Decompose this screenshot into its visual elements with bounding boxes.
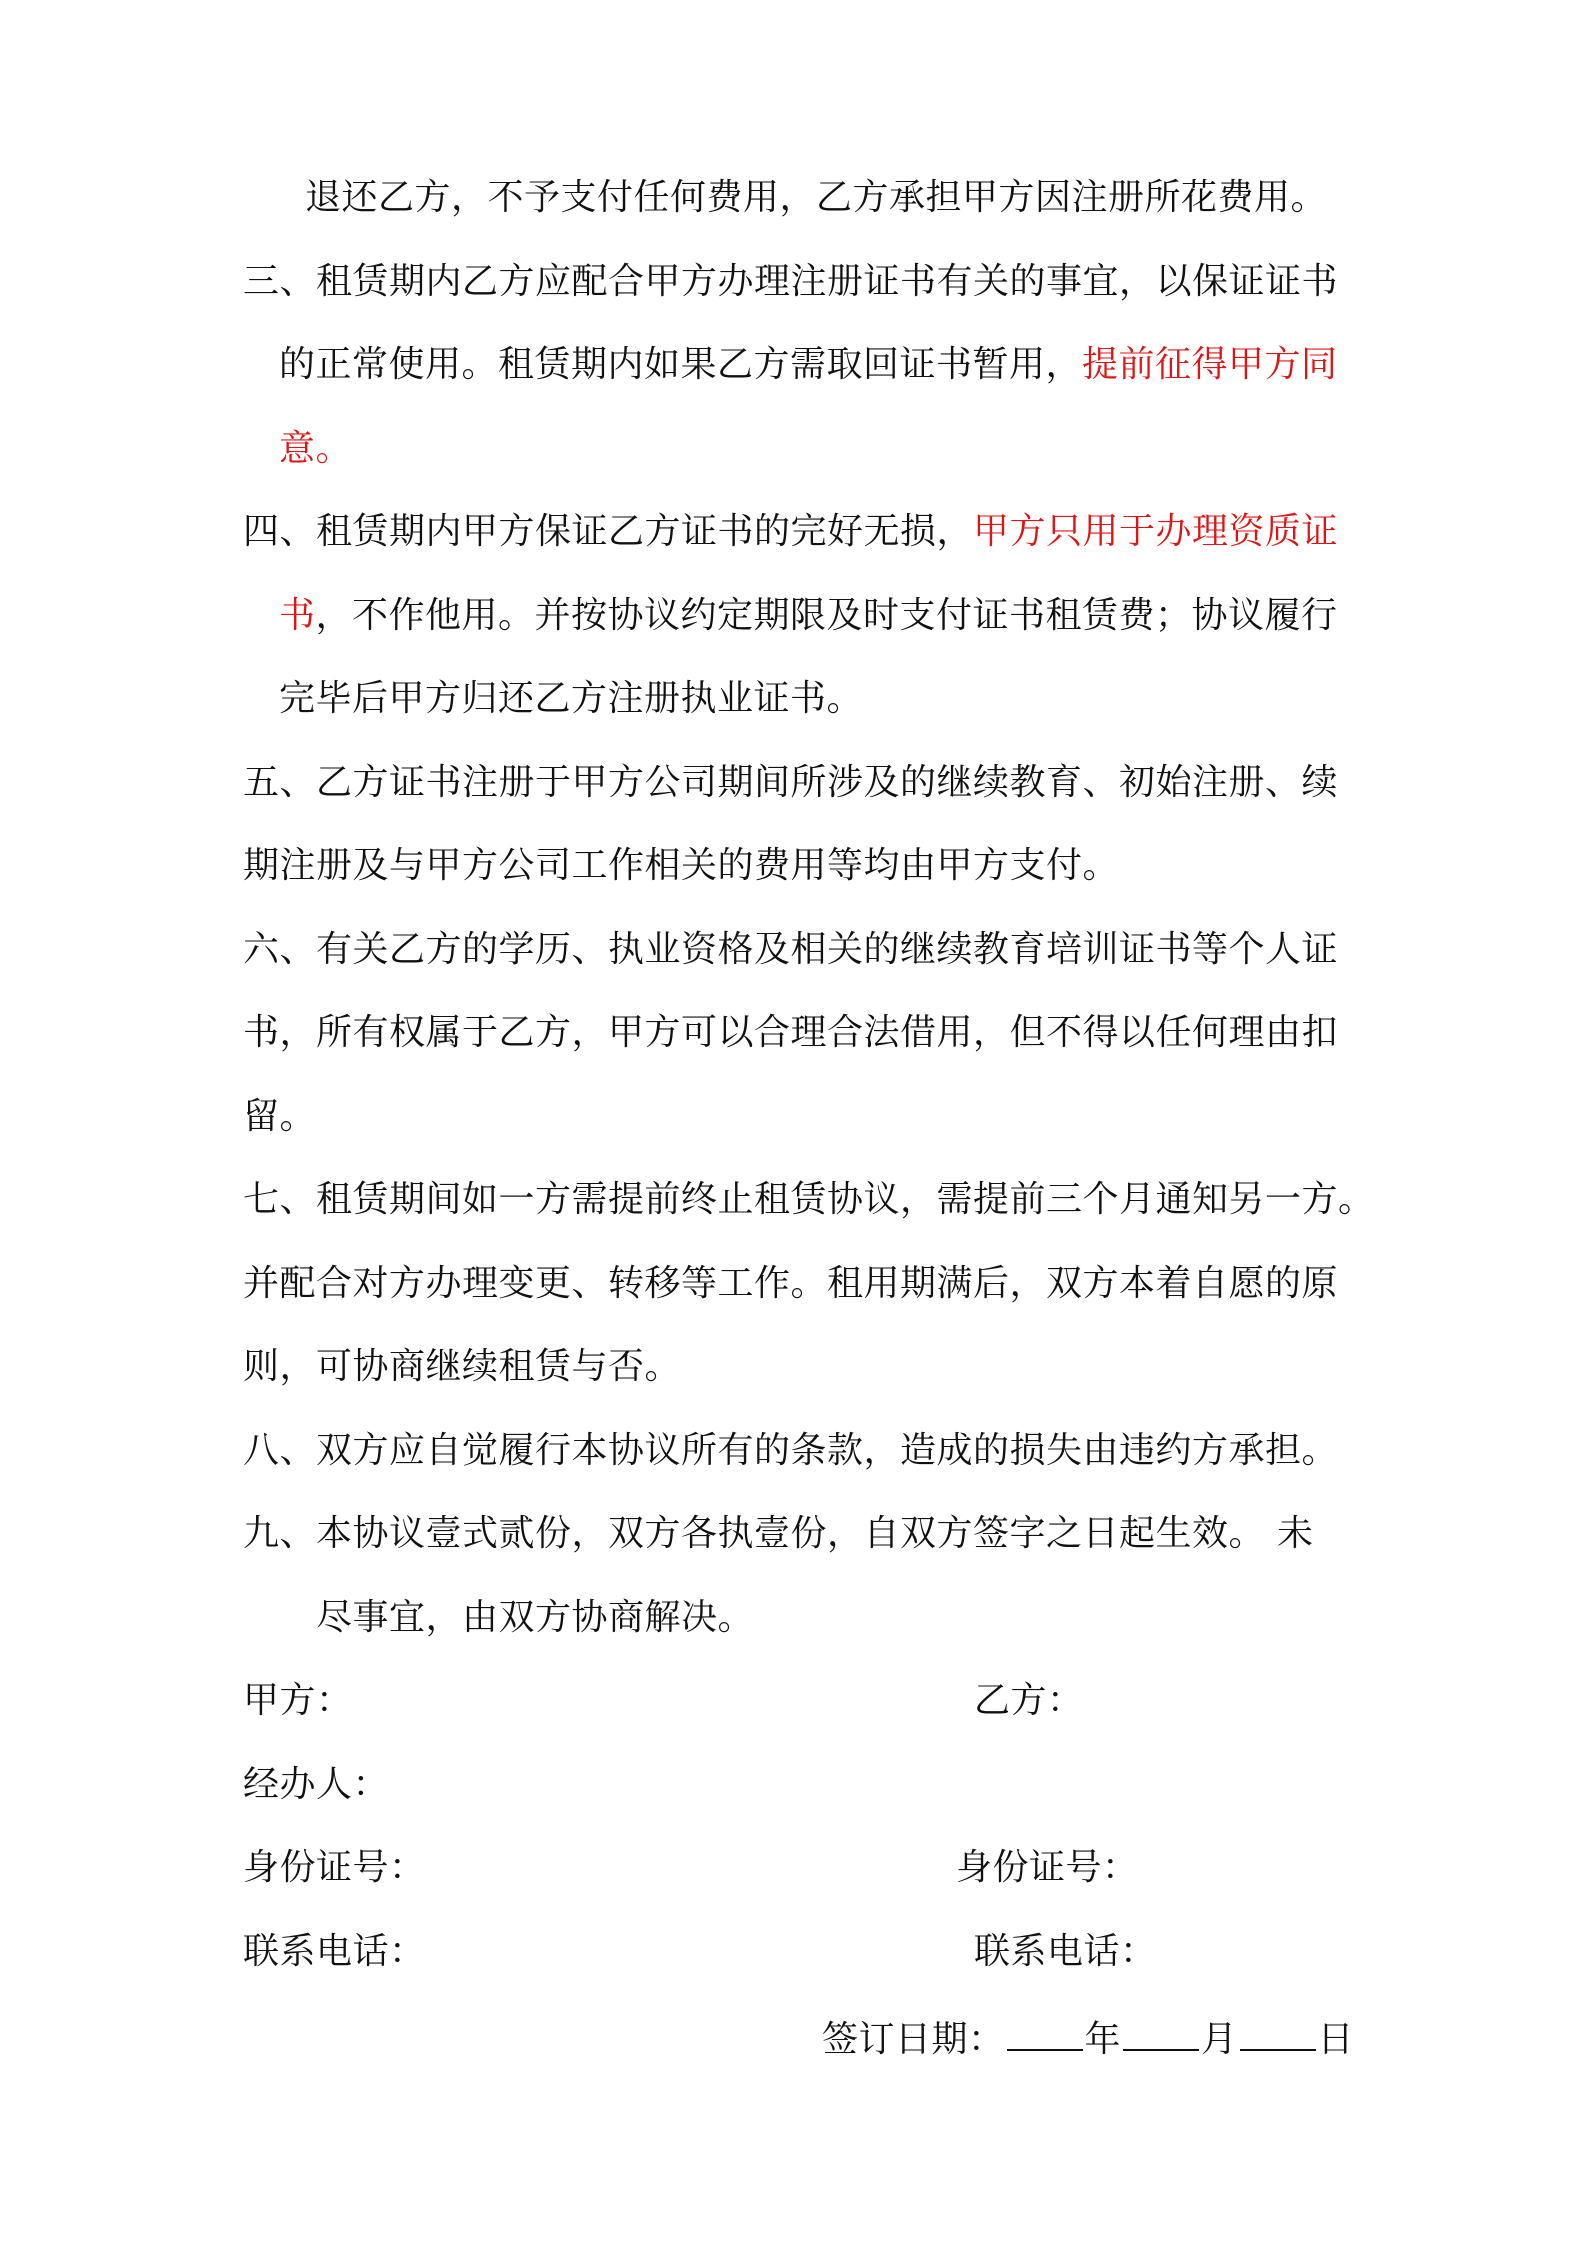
signing-date-label: 签订日期： bbox=[822, 2019, 1005, 2060]
clause-6-line-2: 书，所有权属于乙方，甲方可以合理合法借用，但不得以任何理由扣 bbox=[243, 1012, 1339, 1053]
year-blank bbox=[1007, 2013, 1083, 2051]
clause-4-line-3: 完毕后甲方归还乙方注册执业证书。 bbox=[279, 678, 864, 719]
clause-3-line-1: 三、租赁期内乙方应配合甲方办理注册证书有关的事宜，以保证证书 bbox=[243, 261, 1339, 302]
month-blank bbox=[1123, 2013, 1199, 2051]
party-a-label: 甲方： bbox=[243, 1680, 353, 1721]
id-number-a-label: 身份证号： bbox=[243, 1847, 426, 1888]
clause-6-line-1: 六、有关乙方的学历、执业资格及相关的继续教育培训证书等个人证 bbox=[243, 929, 1339, 970]
phone-a-label: 联系电话： bbox=[243, 1931, 426, 1972]
clause-5-line-1: 五、乙方证书注册于甲方公司期间所涉及的继续教育、初始注册、续 bbox=[243, 762, 1339, 803]
year-label: 年 bbox=[1084, 2019, 1122, 2060]
day-blank bbox=[1240, 2013, 1316, 2051]
clause-3-highlight: 提前征得甲方同 bbox=[1082, 344, 1338, 385]
clause-3-text: 的正常使用。租赁期内如果乙方需取回证书暂用， bbox=[279, 344, 1083, 385]
clause-2-tail: 退还乙方，不予支付任何费用，乙方承担甲方因注册所花费用。 bbox=[305, 177, 1328, 218]
clause-7-line-3: 则，可协商继续租赁与否。 bbox=[243, 1346, 682, 1387]
clause-5-line-2: 期注册及与甲方公司工作相关的费用等均由甲方支付。 bbox=[243, 845, 1120, 886]
clause-4-line-2 bbox=[279, 594, 1338, 638]
clause-9-line-2: 尽事宜，由双方协商解决。 bbox=[316, 1597, 755, 1638]
party-b-label: 乙方： bbox=[974, 1680, 1084, 1721]
signing-date bbox=[822, 2013, 1354, 2062]
clause-4-text: 四、租赁期内甲方保证乙方证书的完好无损， bbox=[243, 511, 974, 552]
clause-3-line-3: 意。 bbox=[279, 428, 353, 469]
day-label: 日 bbox=[1317, 2019, 1355, 2060]
clause-6-line-3: 留。 bbox=[243, 1096, 317, 1137]
clause-4-line-1 bbox=[243, 510, 1338, 554]
clause-4-text-2: ，不作他用。并按协议约定期限及时支付证书租赁费；协议履行 bbox=[315, 595, 1338, 636]
clause-4-highlight: 甲方只用于办理资质证 bbox=[973, 511, 1339, 552]
clause-8-line-1: 八、双方应自觉履行本协议所有的条款，造成的损失由违约方承担。 bbox=[243, 1430, 1339, 1471]
id-number-b-label: 身份证号： bbox=[956, 1847, 1139, 1888]
clause-3-line-2 bbox=[279, 343, 1338, 387]
clause-7-line-2: 并配合对方办理变更、转移等工作。租用期满后，双方本着自愿的原 bbox=[243, 1263, 1339, 1304]
phone-b-label: 联系电话： bbox=[974, 1931, 1157, 1972]
agent-label: 经办人： bbox=[243, 1764, 390, 1805]
clause-9-line-1: 九、本协议壹式贰份，双方各执壹份，自双方签字之日起生效。 未 bbox=[243, 1513, 1314, 1554]
month-label: 月 bbox=[1201, 2019, 1238, 2060]
clause-7-line-1: 七、租赁期间如一方需提前终止租赁协议，需提前三个月通知另一方。 bbox=[243, 1179, 1375, 1220]
clause-4-highlight-2: 书 bbox=[279, 595, 316, 636]
